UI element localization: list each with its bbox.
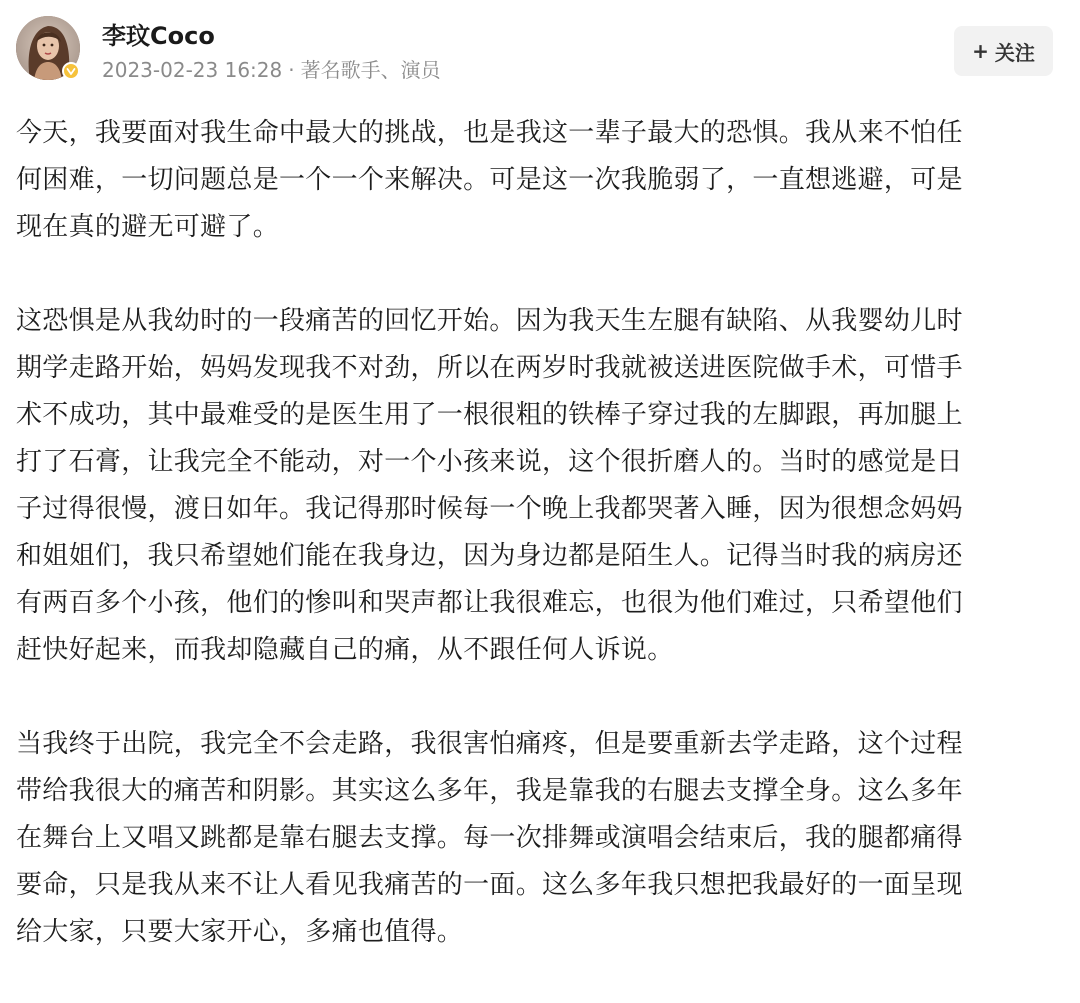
text-line: 这恐惧是从我幼时的一段痛苦的回忆开始。因为我天生左腿有缺陷、从我婴幼儿时	[16, 306, 963, 336]
follow-button[interactable]	[954, 26, 1053, 76]
text-line: 在舞台上又唱又跳都是靠右腿去支撑。每一次排舞或演唱会结束后，我的腿都痛得	[16, 823, 963, 853]
meta-separator: ·	[288, 58, 295, 82]
post-meta	[102, 56, 441, 84]
text-line: 赶快好起来，而我却隐藏自己的痛，从不跟任何人诉说。	[16, 635, 674, 665]
text-line: 现在真的避无可避了。	[16, 212, 280, 242]
author-name[interactable]: 李玟Coco	[102, 22, 215, 50]
text-line: 有两百多个小孩，他们的惨叫和哭声都让我很难忘，也很为他们难过，只希望他们	[16, 588, 963, 618]
plus-icon: +	[972, 39, 989, 63]
text-line: 术不成功，其中最难受的是医生用了一根很粗的铁棒子穿过我的左脚跟，再加腿上	[16, 400, 963, 430]
follow-label: 关注	[994, 40, 1035, 65]
paragraph	[16, 298, 1040, 674]
verified-badge-icon	[62, 62, 80, 80]
paragraph	[16, 721, 1040, 956]
text-line: 何困难，一切问题总是一个一个来解决。可是这一次我脆弱了，一直想逃避，可是	[16, 165, 963, 195]
post-header	[0, 0, 1080, 100]
text-line: 和姐姐们，我只希望她们能在我身边，因为身边都是陌生人。记得当时我的病房还	[16, 541, 963, 571]
text-line: 期学走路开始，妈妈发现我不对劲，所以在两岁时我就被送进医院做手术，可惜手	[16, 353, 963, 383]
paragraph	[16, 110, 1040, 251]
text-line: 今天，我要面对我生命中最大的挑战，也是我这一辈子最大的恐惧。我从来不怕任	[16, 118, 963, 148]
text-line: 要命，只是我从来不让人看见我痛苦的一面。这么多年我只想把我最好的一面呈现	[16, 870, 963, 900]
text-line: 打了石膏，让我完全不能动，对一个小孩来说，这个很折磨人的。当时的感觉是日	[16, 447, 963, 477]
text-line: 子过得很慢，渡日如年。我记得那时候每一个晚上我都哭著入睡，因为很想念妈妈	[16, 494, 963, 524]
text-line: 带给我很大的痛苦和阴影。其实这么多年，我是靠我的右腿去支撑全身。这么多年	[16, 776, 963, 806]
post-content	[16, 110, 1040, 1003]
post-timestamp: 2023-02-23 16:28	[102, 58, 283, 82]
author-title: 著名歌手、演员	[300, 58, 441, 82]
text-line: 给大家，只要大家开心，多痛也值得。	[16, 917, 464, 947]
text-line: 当我终于出院，我完全不会走路，我很害怕痛疼，但是要重新去学走路，这个过程	[16, 729, 963, 759]
